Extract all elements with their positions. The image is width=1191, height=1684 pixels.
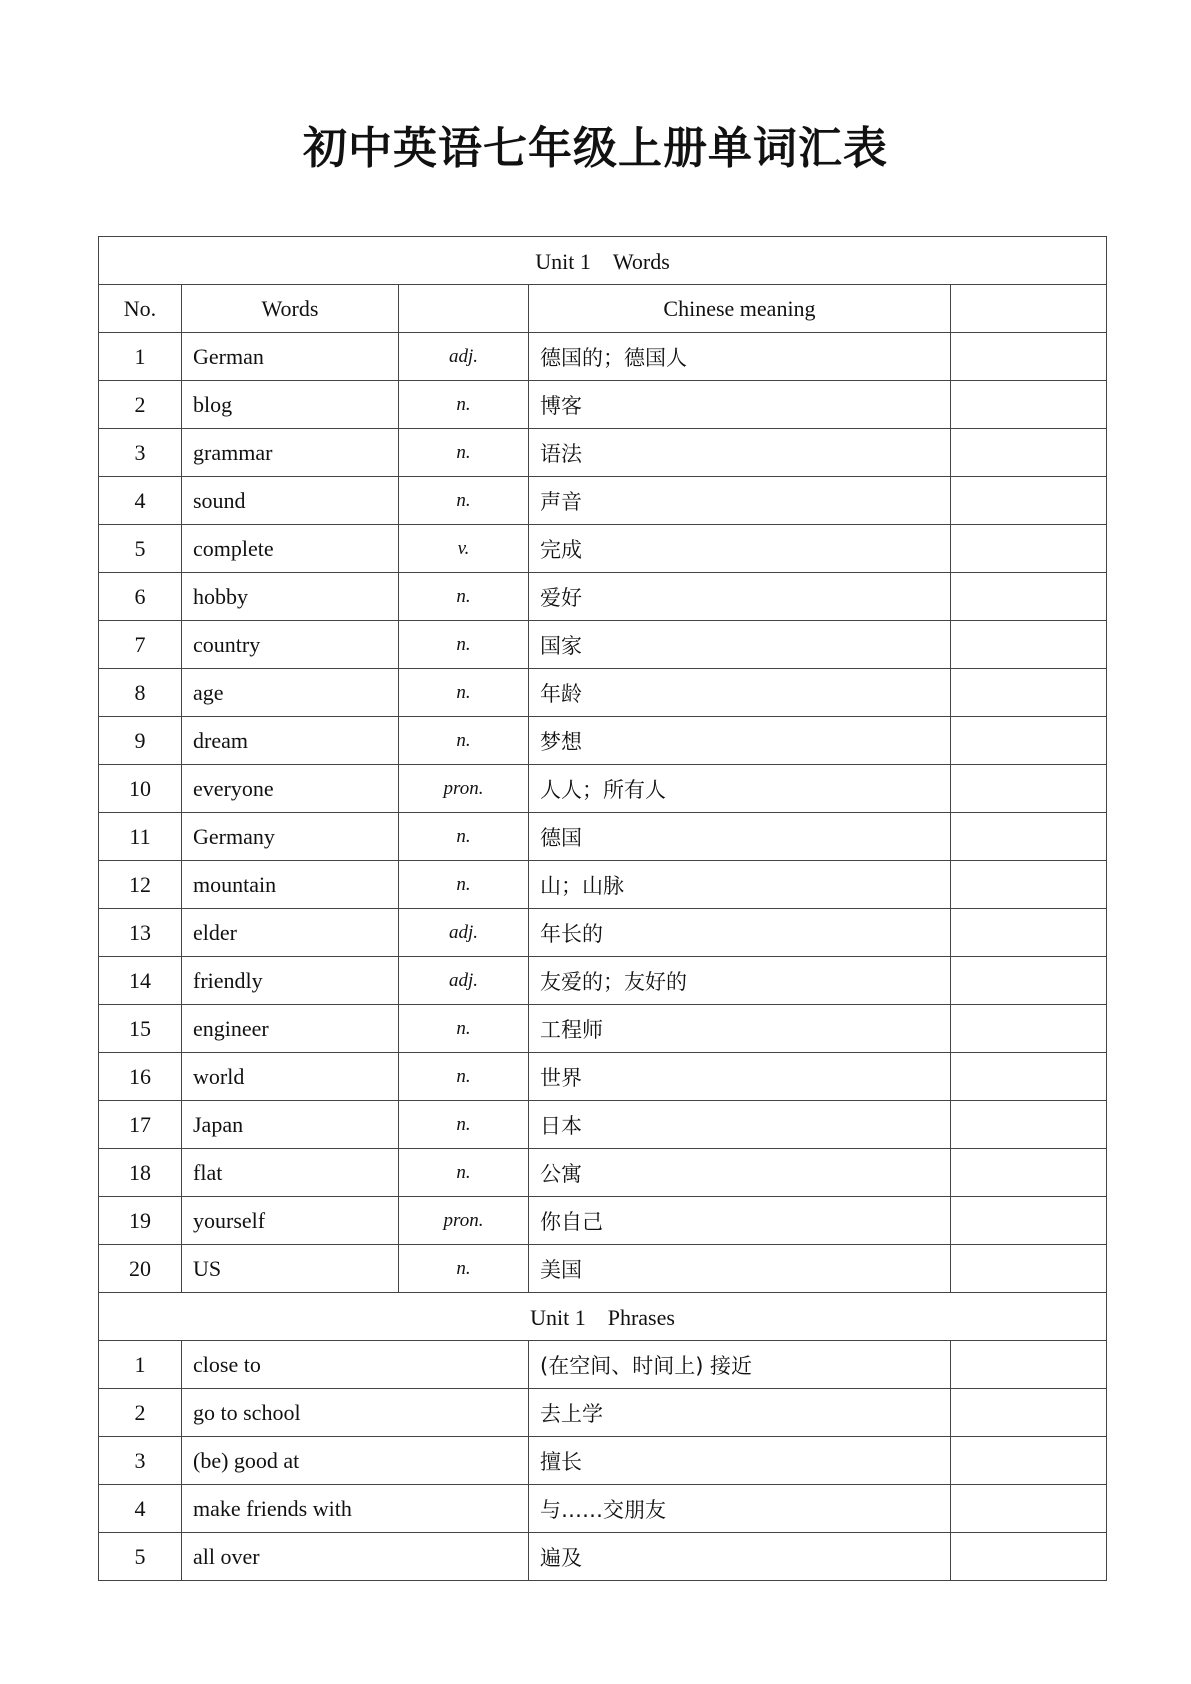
word-number: 16 (99, 1053, 182, 1101)
word-part-of-speech: n. (399, 1053, 529, 1101)
phrase-row (99, 1341, 1107, 1389)
word-number: 19 (99, 1197, 182, 1245)
word-blank-cell (951, 525, 1107, 573)
word-chinese-meaning: 声音 (529, 477, 951, 525)
word-chinese-meaning: 博客 (529, 381, 951, 429)
word-row (99, 1149, 1107, 1197)
phrase-number: 2 (99, 1389, 182, 1437)
word-blank-cell (951, 1005, 1107, 1053)
word-chinese-meaning: 山；山脉 (529, 861, 951, 909)
word-english: yourself (182, 1197, 399, 1245)
word-part-of-speech: pron. (399, 1197, 529, 1245)
word-part-of-speech: pron. (399, 765, 529, 813)
word-row (99, 1005, 1107, 1053)
vocabulary-table (98, 236, 1107, 1581)
word-english: US (182, 1245, 399, 1293)
word-number: 2 (99, 381, 182, 429)
word-part-of-speech: adj. (399, 957, 529, 1005)
column-header-no: No. (99, 285, 182, 333)
word-english: Japan (182, 1101, 399, 1149)
word-row (99, 525, 1107, 573)
word-chinese-meaning: 年龄 (529, 669, 951, 717)
word-english: flat (182, 1149, 399, 1197)
phrase-blank-cell (951, 1533, 1107, 1581)
column-header-words: Words (182, 285, 399, 333)
phrase-row (99, 1485, 1107, 1533)
word-row (99, 957, 1107, 1005)
word-english: mountain (182, 861, 399, 909)
word-part-of-speech: n. (399, 861, 529, 909)
word-row (99, 765, 1107, 813)
word-part-of-speech: n. (399, 1005, 529, 1053)
word-english: Germany (182, 813, 399, 861)
word-number: 20 (99, 1245, 182, 1293)
word-number: 18 (99, 1149, 182, 1197)
phrase-chinese-meaning: 与……交朋友 (529, 1485, 951, 1533)
word-blank-cell (951, 573, 1107, 621)
phrase-number: 4 (99, 1485, 182, 1533)
word-number: 4 (99, 477, 182, 525)
word-part-of-speech: v. (399, 525, 529, 573)
column-header-row (99, 285, 1107, 333)
word-english: sound (182, 477, 399, 525)
word-blank-cell (951, 1053, 1107, 1101)
word-chinese-meaning: 你自己 (529, 1197, 951, 1245)
word-row (99, 909, 1107, 957)
word-chinese-meaning: 美国 (529, 1245, 951, 1293)
word-blank-cell (951, 333, 1107, 381)
vocabulary-table-body (99, 237, 1107, 1581)
phrase-english: make friends with (182, 1485, 529, 1533)
phrase-chinese-meaning: 遍及 (529, 1533, 951, 1581)
word-chinese-meaning: 工程师 (529, 1005, 951, 1053)
word-part-of-speech: n. (399, 1101, 529, 1149)
phrase-row (99, 1437, 1107, 1485)
word-blank-cell (951, 909, 1107, 957)
phrase-english: close to (182, 1341, 529, 1389)
phrase-english: all over (182, 1533, 529, 1581)
word-english: age (182, 669, 399, 717)
word-chinese-meaning: 国家 (529, 621, 951, 669)
word-english: world (182, 1053, 399, 1101)
word-row (99, 333, 1107, 381)
column-header-pos (399, 285, 529, 333)
word-chinese-meaning: 语法 (529, 429, 951, 477)
word-row (99, 429, 1107, 477)
word-blank-cell (951, 1197, 1107, 1245)
column-header-meaning: Chinese meaning (529, 285, 951, 333)
word-part-of-speech: n. (399, 669, 529, 717)
word-english: country (182, 621, 399, 669)
word-blank-cell (951, 1149, 1107, 1197)
words-section-header (99, 237, 1107, 285)
word-english: everyone (182, 765, 399, 813)
word-chinese-meaning: 德国的；德国人 (529, 333, 951, 381)
word-part-of-speech: n. (399, 429, 529, 477)
word-chinese-meaning: 完成 (529, 525, 951, 573)
word-blank-cell (951, 669, 1107, 717)
word-number: 1 (99, 333, 182, 381)
word-chinese-meaning: 年长的 (529, 909, 951, 957)
word-blank-cell (951, 1245, 1107, 1293)
word-row (99, 621, 1107, 669)
word-row (99, 1053, 1107, 1101)
word-english: elder (182, 909, 399, 957)
phrase-blank-cell (951, 1437, 1107, 1485)
word-part-of-speech: n. (399, 621, 529, 669)
word-english: German (182, 333, 399, 381)
word-number: 13 (99, 909, 182, 957)
word-part-of-speech: n. (399, 717, 529, 765)
word-blank-cell (951, 1101, 1107, 1149)
word-part-of-speech: n. (399, 573, 529, 621)
word-blank-cell (951, 381, 1107, 429)
word-row (99, 813, 1107, 861)
phrase-blank-cell (951, 1341, 1107, 1389)
word-row (99, 381, 1107, 429)
word-number: 11 (99, 813, 182, 861)
column-header-extra (951, 285, 1107, 333)
phrase-row (99, 1533, 1107, 1581)
word-row (99, 1101, 1107, 1149)
phrases-section-heading: Unit 1 Phrases (99, 1293, 1107, 1341)
word-english: dream (182, 717, 399, 765)
word-english: friendly (182, 957, 399, 1005)
word-number: 12 (99, 861, 182, 909)
phrase-blank-cell (951, 1485, 1107, 1533)
word-chinese-meaning: 梦想 (529, 717, 951, 765)
word-blank-cell (951, 477, 1107, 525)
phrase-english: go to school (182, 1389, 529, 1437)
word-chinese-meaning: 人人；所有人 (529, 765, 951, 813)
phrase-chinese-meaning: 擅长 (529, 1437, 951, 1485)
word-row (99, 717, 1107, 765)
word-row (99, 477, 1107, 525)
word-part-of-speech: n. (399, 1149, 529, 1197)
word-row (99, 669, 1107, 717)
word-chinese-meaning: 爱好 (529, 573, 951, 621)
word-row (99, 861, 1107, 909)
word-part-of-speech: n. (399, 477, 529, 525)
word-blank-cell (951, 813, 1107, 861)
word-number: 7 (99, 621, 182, 669)
word-number: 5 (99, 525, 182, 573)
word-part-of-speech: adj. (399, 909, 529, 957)
word-part-of-speech: n. (399, 381, 529, 429)
phrase-chinese-meaning: 去上学 (529, 1389, 951, 1437)
phrases-section-header (99, 1293, 1107, 1341)
word-english: grammar (182, 429, 399, 477)
word-number: 8 (99, 669, 182, 717)
word-english: complete (182, 525, 399, 573)
word-chinese-meaning: 公寓 (529, 1149, 951, 1197)
word-number: 10 (99, 765, 182, 813)
word-blank-cell (951, 957, 1107, 1005)
word-blank-cell (951, 429, 1107, 477)
phrase-row (99, 1389, 1107, 1437)
word-part-of-speech: adj. (399, 333, 529, 381)
word-part-of-speech: n. (399, 813, 529, 861)
phrase-blank-cell (951, 1389, 1107, 1437)
page-title: 初中英语七年级上册单词汇表 (303, 123, 888, 174)
word-chinese-meaning: 世界 (529, 1053, 951, 1101)
word-part-of-speech: n. (399, 1245, 529, 1293)
word-number: 14 (99, 957, 182, 1005)
phrase-number: 5 (99, 1533, 182, 1581)
phrase-number: 3 (99, 1437, 182, 1485)
word-blank-cell (951, 765, 1107, 813)
phrase-chinese-meaning: (在空间、时间上) 接近 (529, 1341, 951, 1389)
word-number: 9 (99, 717, 182, 765)
word-blank-cell (951, 621, 1107, 669)
word-row (99, 573, 1107, 621)
word-blank-cell (951, 717, 1107, 765)
word-chinese-meaning: 友爱的；友好的 (529, 957, 951, 1005)
word-number: 6 (99, 573, 182, 621)
word-row (99, 1197, 1107, 1245)
word-chinese-meaning: 德国 (529, 813, 951, 861)
phrase-english: (be) good at (182, 1437, 529, 1485)
phrase-number: 1 (99, 1341, 182, 1389)
word-english: blog (182, 381, 399, 429)
words-section-heading: Unit 1 Words (99, 237, 1107, 285)
word-number: 3 (99, 429, 182, 477)
word-chinese-meaning: 日本 (529, 1101, 951, 1149)
word-number: 15 (99, 1005, 182, 1053)
word-english: hobby (182, 573, 399, 621)
word-number: 17 (99, 1101, 182, 1149)
word-row (99, 1245, 1107, 1293)
word-blank-cell (951, 861, 1107, 909)
word-english: engineer (182, 1005, 399, 1053)
